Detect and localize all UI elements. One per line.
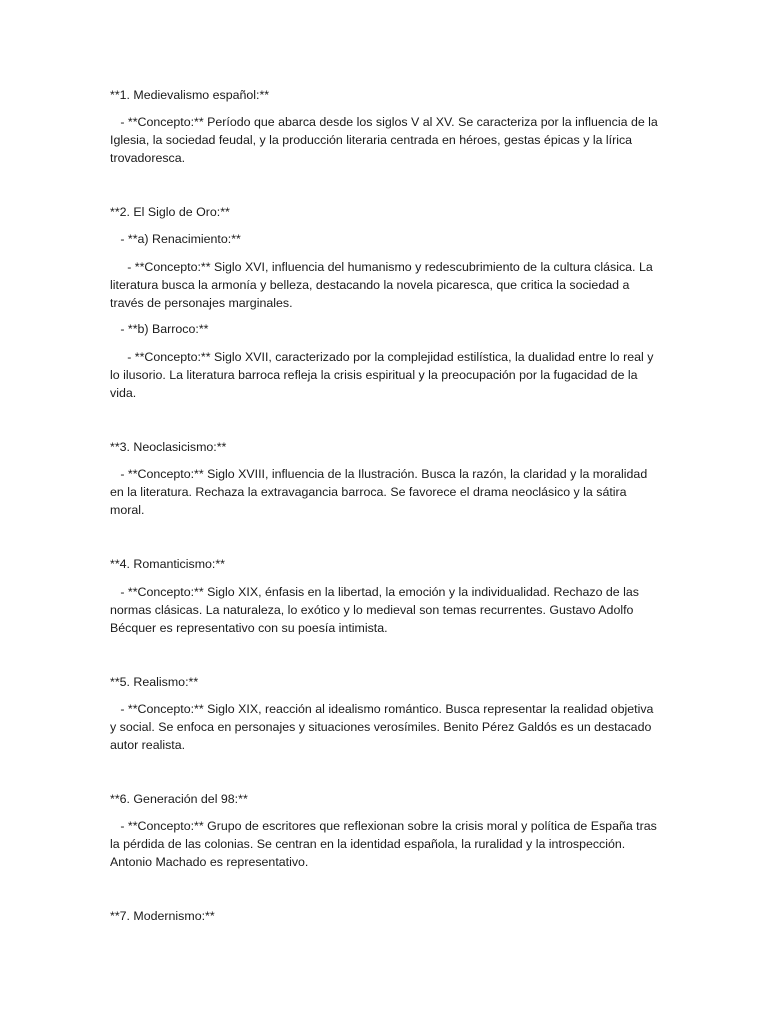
concepto-renacimiento: - **Concepto:** Siglo XVI, influencia del humanismo y redescubrimiento de la cultura clásica. La literatura busca la armonía y belleza, destacando la novela picaresca, que critica la sociedad a través de personajes marginales. [110, 260, 657, 310]
concepto-neoclasicismo: - **Concepto:** Siglo XVIII, influencia de la Ilustración. Busca la razón, la claridad y la moralidad en la literatura. Rechaza la extravagancia barroca. Se favorece el drama neoclásico y la sátira moral. [110, 467, 651, 517]
concepto-romanticismo: - **Concepto:** Siglo XIX, énfasis en la libertad, la emoción y la individualidad. Rechazo de las normas clásicas. La naturaleza, lo exótico y lo medieval son temas recurrentes. Gustavo Adolfo Bécquer es representativo con su poesía intimista. [110, 585, 643, 635]
section-heading-modernismo: **7. Modernismo:** [110, 909, 215, 923]
concepto-generacion-98: - **Concepto:** Grupo de escritores que reflexionan sobre la crisis moral y política de España tras la pérdida de las colonias. Se centran en la identidad española, la ruralidad y la introspección. Antonio Machado es representativo. [110, 819, 661, 869]
subheading-barroco: - **b) Barroco:** [110, 322, 209, 336]
concepto-barroco: - **Concepto:** Siglo XVII, caracterizado por la complejidad estilística, la dualidad entre lo real y lo ilusorio. La literatura barroca refleja la crisis espiritual y la preocupación por la fugacidad de la vida. [110, 350, 657, 400]
section-heading-romanticismo: **4. Romanticismo:** [110, 557, 226, 571]
section-heading-neoclasicismo: **3. Neoclasicismo:** [110, 440, 227, 454]
section-heading-generacion-98: **6. Generación del 98:** [110, 792, 248, 806]
section-heading-realismo: **5. Realismo:** [110, 675, 199, 689]
section-heading-medievalismo: **1. Medievalismo español:** [110, 88, 270, 102]
concepto-medievalismo: - **Concepto:** Período que abarca desde los siglos V al XV. Se caracteriza por la influencia de la Iglesia, la sociedad feudal, y la producción literaria centrada en héroes, gestas épicas y la lírica trovadoresca. [110, 115, 662, 165]
subheading-renacimiento: - **a) Renacimiento:** [110, 232, 241, 246]
section-heading-siglo-de-oro: **2. El Siglo de Oro:** [110, 205, 230, 219]
concepto-realismo: - **Concepto:** Siglo XIX, reacción al idealismo romántico. Busca representar la realidad objetiva y social. Se enfoca en personajes y situaciones verosímiles. Benito Pérez Galdós es un destacado autor realista. [110, 702, 657, 752]
